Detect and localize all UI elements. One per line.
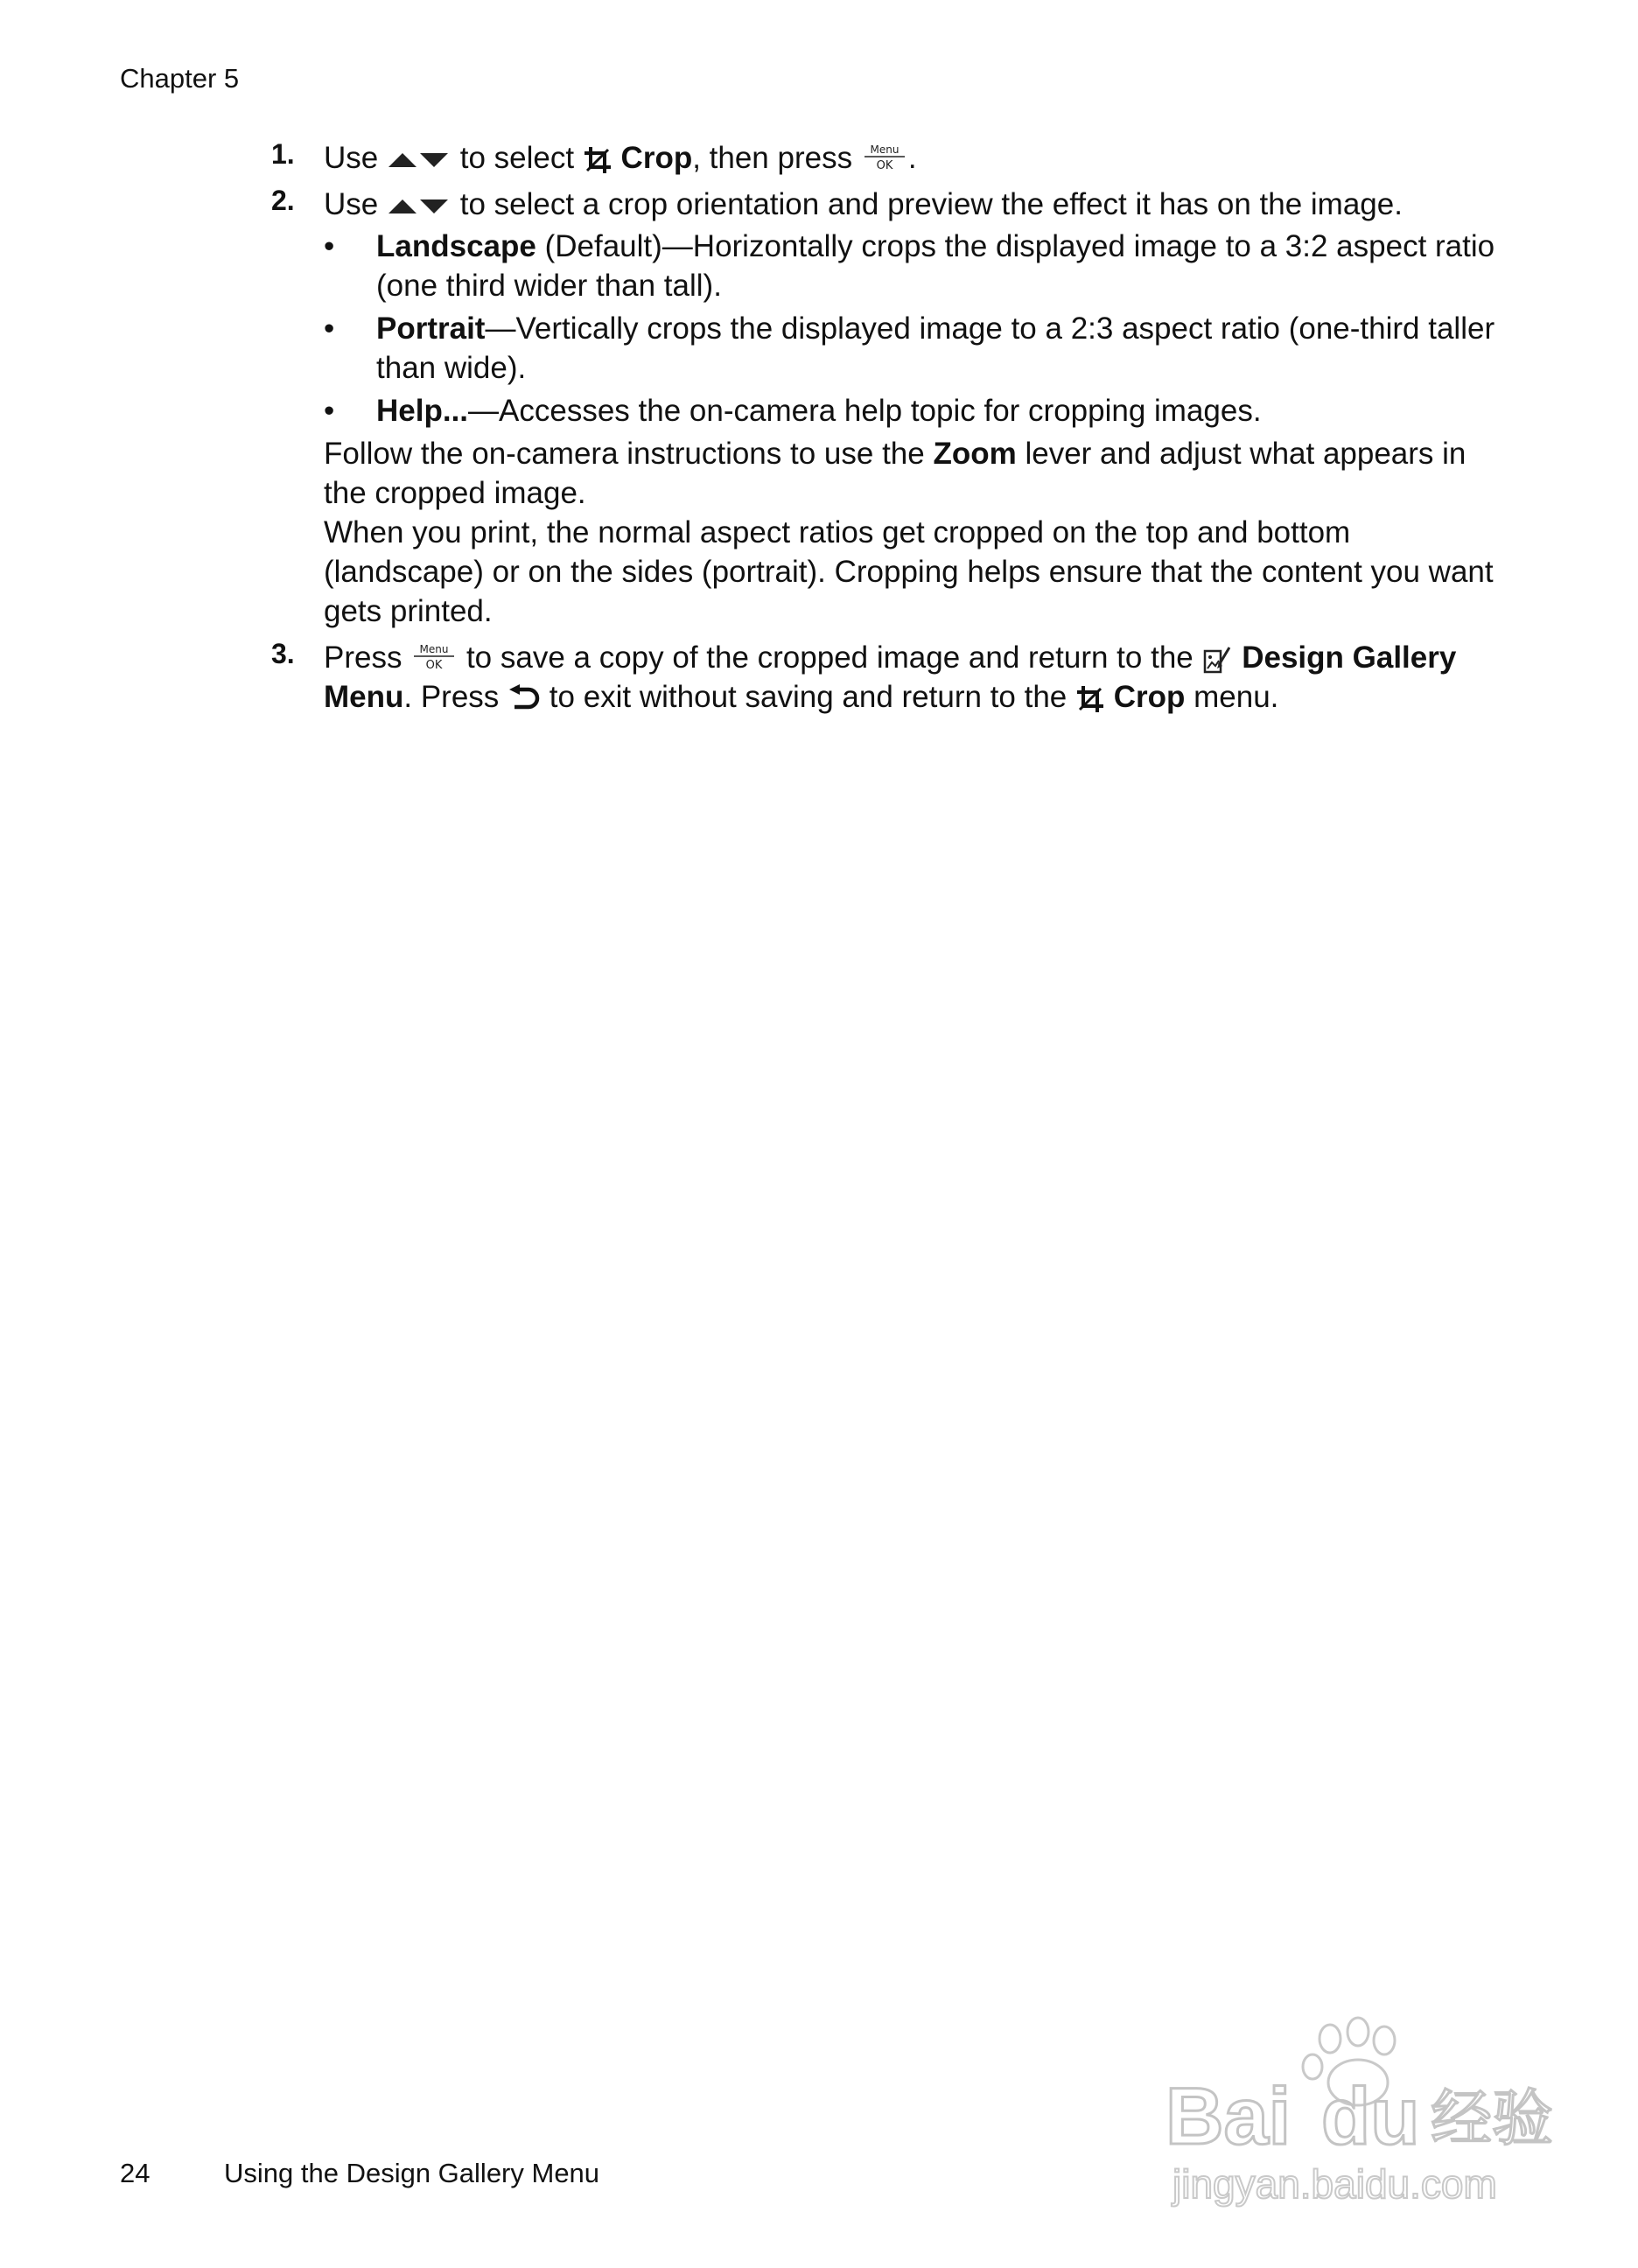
svg-text:Bai: Bai: [1166, 2072, 1292, 2161]
step-text: to select: [459, 141, 575, 175]
step-text: Use: [324, 187, 379, 221]
menu-ok-button-icon: [861, 142, 908, 173]
list-item: [324, 309, 1496, 388]
svg-text:Menu: Menu: [870, 144, 900, 156]
up-down-arrows-icon: [387, 196, 452, 217]
step-text: Press: [324, 640, 402, 675]
step-text: to save a copy of the cropped image and return to the: [466, 640, 1194, 675]
bullet: •: [324, 312, 335, 346]
list-item: [324, 227, 1496, 305]
zoom-label: Zoom: [933, 437, 1017, 471]
step-1: [271, 138, 1496, 178]
bullet: •: [324, 394, 335, 428]
back-arrow-icon: [508, 684, 541, 714]
menu-ok-button-icon: [410, 641, 458, 673]
design-gallery-icon: [1201, 644, 1233, 676]
crop-options-list: [324, 227, 1496, 430]
design-gallery-menu-label: Design Gallery Menu: [324, 640, 1457, 714]
step-text: . Press: [403, 680, 500, 714]
option-desc: —Accesses the on-camera help topic for cropping images.: [468, 394, 1262, 428]
option-name: Portrait: [376, 312, 486, 346]
up-down-arrows-icon: [387, 150, 452, 171]
list-item: [324, 391, 1496, 430]
step-text: to select a crop orientation and preview the effect it has on the image.: [459, 187, 1403, 221]
option-name: Help...: [376, 394, 469, 428]
step-text: , then press: [692, 141, 853, 175]
step-2: [271, 185, 1496, 631]
para-text: Follow the on-camera instructions to use the: [324, 437, 925, 471]
footer-title: Using the Design Gallery Menu: [224, 2158, 600, 2188]
svg-text:OK: OK: [425, 659, 443, 672]
crop-icon: [583, 145, 612, 175]
option-desc: —Vertically crops the displayed image to a 2:3 aspect ratio (one-third taller than wide).: [376, 312, 1495, 385]
option-desc: (Default)—Horizontally crops the displayed image to a 3:2 aspect ratio (one third wider than tall).: [376, 229, 1495, 303]
baidu-watermark-logo: [1155, 2012, 1558, 2214]
svg-text:Menu: Menu: [419, 643, 449, 655]
svg-text:经验: 经验: [1431, 2082, 1553, 2154]
step-text: .: [907, 141, 917, 175]
step-text: to exit without saving and return to the: [549, 680, 1068, 714]
crop-label: Crop: [1113, 680, 1186, 714]
bullet: •: [324, 229, 335, 263]
svg-text:OK: OK: [876, 159, 893, 172]
step-text: menu.: [1194, 680, 1279, 714]
step-text: Use: [324, 141, 379, 175]
crop-label: Crop: [620, 141, 693, 175]
para-text: lever and adjust what appears in the cropped image.: [324, 437, 1466, 510]
paragraph: [324, 434, 1496, 513]
step-number: 1.: [271, 138, 295, 170]
step-number: 2.: [271, 185, 295, 216]
option-name: Landscape: [376, 229, 536, 263]
step-number: 3.: [271, 638, 295, 669]
paragraph: When you print, the normal aspect ratios get cropped on the top and bottom (landscape) or on the sides (portrait). Cropping helps ensure that the content you want gets printed.: [324, 515, 1494, 628]
svg-text:jingyan.baidu.com: jingyan.baidu.com: [1172, 2161, 1497, 2207]
page-number: 24: [120, 2158, 150, 2188]
step-3: [271, 638, 1496, 717]
crop-icon: [1075, 684, 1105, 714]
chapter-header: Chapter 5: [120, 63, 240, 94]
instructions: [271, 138, 1496, 724]
svg-text:du: du: [1321, 2072, 1420, 2161]
